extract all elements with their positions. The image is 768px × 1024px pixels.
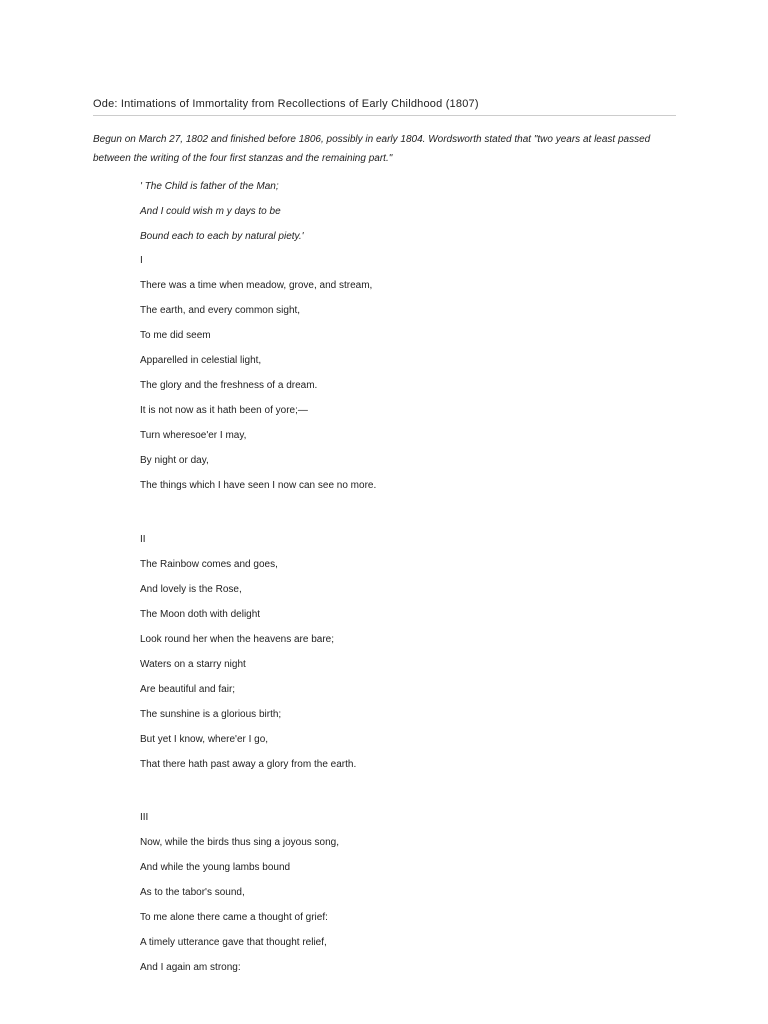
poem-line: The glory and the freshness of a dream. <box>140 380 318 391</box>
poem-line: Apparelled in celestial light, <box>140 355 262 366</box>
poem-line: To me alone there came a thought of grief: <box>140 912 328 923</box>
epigraph-line: ' The Child is father of the Man; <box>140 181 279 192</box>
stanza-2 <box>140 534 356 784</box>
poem-line: The Rainbow comes and goes, <box>140 559 278 570</box>
poem-line: There was a time when meadow, grove, and stream, <box>140 280 373 291</box>
poem-line: Now, while the birds thus sing a joyous song, <box>140 837 339 848</box>
poem-line: And I again am strong: <box>140 962 241 973</box>
poem-line: And lovely is the Rose, <box>140 584 242 595</box>
poem-line: To me did seem <box>140 330 211 341</box>
poem-line: By night or day, <box>140 455 209 466</box>
epigraph <box>140 181 304 256</box>
document-title: Ode: Intimations of Immortality from Recollections of Early Childhood (1807) <box>93 98 479 110</box>
poem-line: And while the young lambs bound <box>140 862 291 873</box>
poem-line: It is not now as it hath been of yore;— <box>140 405 308 416</box>
stanza-numeral: II <box>140 534 146 545</box>
stanza-3 <box>140 812 339 987</box>
epigraph-line: And I could wish m y days to be <box>140 206 281 217</box>
stanza-numeral: III <box>140 812 149 823</box>
poem-line: Are beautiful and fair; <box>140 684 236 695</box>
poem-line: Waters on a starry night <box>140 659 246 670</box>
intro-paragraph: Begun on March 27, 1802 and finished before 1806, possibly in early 1804. Wordsworth stated that "two years at least passed between the writing of the four first stanzas and the remaining part." <box>93 134 651 164</box>
poem-line: But yet I know, where'er I go, <box>140 734 269 745</box>
stanza-numeral: I <box>140 255 143 266</box>
poem-line: The things which I have seen I now can see no more. <box>140 480 377 491</box>
poem-line: A timely utterance gave that thought relief, <box>140 937 327 948</box>
poem-line: The earth, and every common sight, <box>140 305 301 316</box>
title-divider <box>93 115 676 116</box>
poem-line: The sunshine is a glorious birth; <box>140 709 282 720</box>
poem-line: Look round her when the heavens are bare; <box>140 634 335 645</box>
poem-line: The Moon doth with delight <box>140 609 261 620</box>
stanza-1 <box>140 255 376 505</box>
poem-line: As to the tabor's sound, <box>140 887 245 898</box>
poem-line: That there hath past away a glory from the earth. <box>140 759 357 770</box>
epigraph-line: Bound each to each by natural piety.' <box>140 231 304 242</box>
poem-line: Turn wheresoe'er I may, <box>140 430 247 441</box>
